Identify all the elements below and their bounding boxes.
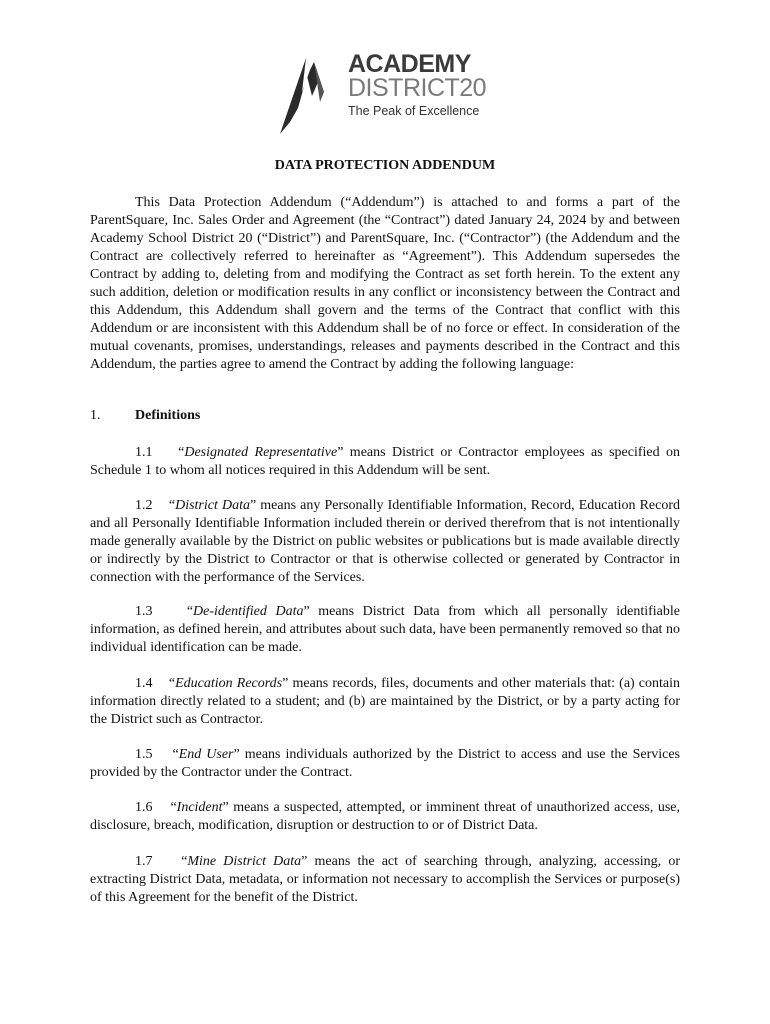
definition-item [90,853,680,907]
quote-open: “ [178,445,185,460]
section-heading [90,408,200,424]
logo-wordmark [348,52,486,118]
document-title: DATA PROTECTION ADDENDUM [274,158,496,173]
definition-body: means a suspected, attempted, or imminent threat of unauthorized access, use, disclosure, breach, modification, disruption or destruction to or of District Data. [90,800,681,833]
definition-number: 1.1 [135,445,153,460]
definition-term: De-identified Data [193,604,304,619]
quote-open: “ [186,604,194,619]
mountain-peak-icon [276,52,346,136]
definition-term: District Data [175,498,250,513]
logo-line-academy: ACADEMY [348,50,471,78]
definition-body: means District Data from which all personally identifiable information, as defined herein, and attributes about such data, have been permanently removed so that no individual identification can be made. [90,604,680,655]
definition-item [90,799,680,835]
definition-number: 1.6 [135,800,153,815]
definition-term: Education Records [175,676,283,691]
quote-close: ” [233,747,240,762]
definition-body: means individuals authorized by the District to access and use the Services provided by the Contractor under the Contract. [90,747,680,780]
definition-term: Designated Representative [184,445,338,460]
definition-body: means the act of searching through, analyzing, accessing, or extracting District Data, metadata, or information not necessary to accomplish the Services or purpose(s) of this Agreement for the benefit of the District. [90,854,680,905]
district-logo [276,52,496,136]
definition-number: 1.5 [135,747,153,762]
definition-number: 1.4 [135,676,153,691]
definition-item [90,746,680,782]
definition-item [90,603,680,657]
definition-item [90,497,680,587]
quote-close: ” [301,854,308,869]
quote-close: ” [303,604,310,619]
quote-open: “ [172,747,179,762]
definition-body: means any Personally Identifiable Information, Record, Education Record and all Personally Identifiable Information included therein or derived therefrom that is not intentionally made generally available by the District on public websites or publications but is made available directly or indirectly by the District to Contractor or that is otherwise collected or generated by Contractor in connection with the performance of the Services. [90,498,681,585]
definition-term: Incident [176,800,223,815]
quote-close: ” [222,800,229,815]
definition-item [90,444,680,480]
quote-open: “ [168,498,176,513]
quote-open: “ [168,676,176,691]
definition-term: End User [178,747,234,762]
quote-close: ” [337,445,344,460]
logo-line-district: DISTRICT20 [348,74,487,102]
definition-number: 1.3 [135,604,153,619]
definition-term: Mine District Data [187,854,302,869]
definition-body: means records, files, documents and other materials that: (a) contain information directly related to a student; and (b) are maintained by the District, or by a party acting for the District such as Contractor. [90,676,681,727]
section-title: Definitions [135,408,201,423]
definition-item [90,675,680,729]
section-number: 1. [90,408,101,423]
intro-paragraph [90,194,680,374]
definition-body: means District or Contractor employees as specified on Schedule 1 to whom all notices required in this Addendum will be sent. [90,445,680,478]
quote-close: ” [249,498,257,513]
definition-number: 1.7 [135,854,153,869]
quote-open: “ [170,800,177,815]
logo-tagline: The Peak of Excellence [348,104,480,118]
quote-open: “ [181,854,188,869]
definition-number: 1.2 [135,498,153,513]
quote-close: ” [282,676,289,691]
intro-text: This Data Protection Addendum (“Addendum”) is attached to and forms a part of the ParentSquare, Inc. Sales Order and Agreement (the “Contract”) dated January 24, 2024 by and between Academy School District 20 (“District”) and ParentSquare, Inc. (“Contractor”) (the Addendum and the Contract are collectively referred to hereinafter as “Agreement”). This Addendum supersedes the Contract by adding to, deleting from and modifying the Contract as set forth herein. To the extent any such addition, deletion or modification results in any conflict or inconsistency between the Contract and this Addendum, this Addendum shall govern and the terms of the Contract that conflict with this Addendum or are inconsistent with this Addendum shall be of no force or effect. In consideration of the mutual covenants, promises, understandings, releases and payments described in the Contract and this Addendum, the parties agree to amend the Contract by adding the following language: [90,195,680,372]
